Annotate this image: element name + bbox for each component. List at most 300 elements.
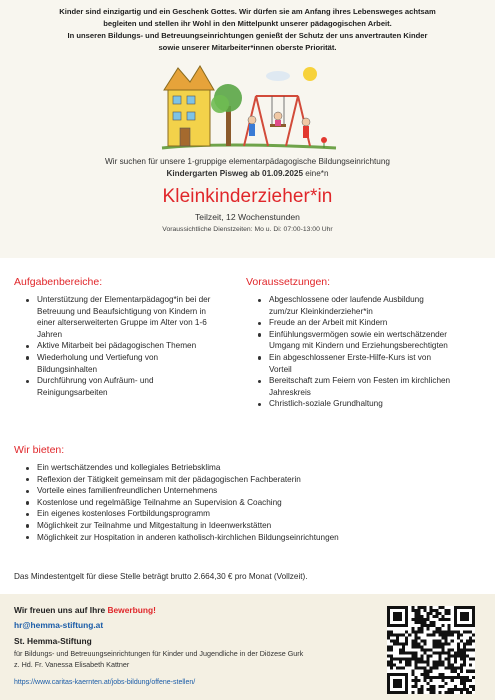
- qr-module: [442, 630, 445, 633]
- intro-line: In unseren Bildungs- und Betreuungseinrichtungen genießt der Schutz der uns anvertrauten Kinder: [67, 31, 428, 40]
- qr-module: [442, 615, 445, 618]
- qr-module: [445, 609, 448, 612]
- qr-module: [448, 655, 451, 658]
- qr-module: [436, 612, 439, 615]
- qr-module: [436, 664, 439, 667]
- main-section: [0, 258, 495, 594]
- qr-module: [445, 676, 448, 679]
- qr-module: [411, 652, 414, 655]
- qr-module: [420, 685, 423, 688]
- qr-module: [448, 691, 451, 694]
- qr-module: [463, 664, 466, 667]
- qr-module: [454, 667, 457, 670]
- qr-module: [469, 639, 472, 642]
- qr-module: [445, 667, 448, 670]
- qr-module: [442, 652, 445, 655]
- qr-module: [429, 655, 432, 658]
- qr-module: [414, 652, 417, 655]
- qr-module: [442, 673, 445, 676]
- qr-module: [396, 633, 399, 636]
- qr-module: [472, 639, 475, 642]
- qr-module: [448, 648, 451, 651]
- qr-module: [423, 621, 426, 624]
- qr-module: [448, 661, 451, 664]
- requirements-list: [256, 294, 491, 410]
- qr-module: [454, 676, 457, 679]
- qr-module: [429, 679, 432, 682]
- qr-module: [469, 679, 472, 682]
- qr-module: [417, 627, 420, 630]
- job-time: Voraussichtliche Dienstzeiten: Mo u. Di: 07:00-13:00 Uhr: [162, 226, 333, 233]
- qr-module: [460, 688, 463, 691]
- qr-module: [457, 688, 460, 691]
- header-section: [0, 0, 495, 258]
- qr-module: [442, 633, 445, 636]
- qr-module: [417, 618, 420, 621]
- qr-module: [426, 688, 429, 691]
- qr-module: [451, 639, 454, 642]
- qr-module: [445, 642, 448, 645]
- qr-module: [420, 624, 423, 627]
- qr-module: [457, 655, 460, 658]
- qr-module: [439, 633, 442, 636]
- qr-module: [442, 606, 445, 609]
- list-item: Einfühlungsvermögen sowie ein wertschätzender Umgang mit Kindern und Erziehungsberechtigten: [256, 329, 491, 352]
- qr-module: [445, 630, 448, 633]
- qr-module: [420, 655, 423, 658]
- qr-module: [390, 633, 393, 636]
- qr-module: [390, 639, 393, 642]
- qr-module: [411, 630, 414, 633]
- qr-module: [417, 645, 420, 648]
- qr-module: [390, 645, 393, 648]
- qr-module: [460, 648, 463, 651]
- qr-module: [414, 682, 417, 685]
- qr-module: [433, 609, 436, 612]
- list-item: Freude an der Arbeit mit Kindern: [256, 317, 491, 329]
- qr-module: [402, 658, 405, 661]
- qr-module: [387, 661, 390, 664]
- qr-module: [433, 630, 436, 633]
- tasks-heading: Aufgabenbereiche:: [14, 276, 103, 288]
- qr-module: [460, 655, 463, 658]
- qr-module: [423, 670, 426, 673]
- qr-module: [414, 612, 417, 615]
- qr-module: [463, 630, 466, 633]
- qr-module: [429, 685, 432, 688]
- qr-module: [439, 627, 442, 630]
- qr-module: [405, 630, 408, 633]
- intro-text: [18, 6, 477, 54]
- qr-module: [411, 691, 414, 694]
- qr-module: [469, 670, 472, 673]
- list-item: Ein eigenes kostenloses Fortbildungsprogramm: [24, 508, 484, 520]
- list-item: Kostenlose und regelmäßige Teilnahme an Supervision & Coaching: [24, 497, 484, 509]
- qr-module: [426, 673, 429, 676]
- qr-module: [472, 633, 475, 636]
- qr-module: [439, 652, 442, 655]
- qr-module: [420, 645, 423, 648]
- qr-module: [429, 621, 432, 624]
- qr-module: [423, 673, 426, 676]
- qr-module: [457, 676, 460, 679]
- qr-module: [420, 658, 423, 661]
- qr-module: [457, 667, 460, 670]
- qr-module: [411, 639, 414, 642]
- qr-module: [399, 658, 402, 661]
- qr-module: [445, 618, 448, 621]
- qr-module: [393, 664, 396, 667]
- qr-module: [448, 688, 451, 691]
- qr-module: [439, 664, 442, 667]
- qr-module: [420, 639, 423, 642]
- qr-module: [436, 642, 439, 645]
- qr-module: [399, 648, 402, 651]
- org-name: St. Hemma-Stiftung: [14, 636, 92, 646]
- qr-module: [423, 609, 426, 612]
- qr-module: [423, 679, 426, 682]
- qr-module: [466, 639, 469, 642]
- qr-finder: [460, 612, 469, 621]
- qr-module: [463, 652, 466, 655]
- lead-line-2: [0, 168, 495, 180]
- qr-module: [420, 630, 423, 633]
- qr-module: [433, 621, 436, 624]
- qr-module: [448, 612, 451, 615]
- qr-module: [442, 645, 445, 648]
- qr-module: [448, 652, 451, 655]
- qr-module: [408, 661, 411, 664]
- qr-module: [448, 630, 451, 633]
- job-hours: Teilzeit, 12 Wochenstunden: [195, 212, 300, 222]
- qr-module: [436, 630, 439, 633]
- qr-module: [426, 624, 429, 627]
- list-item: Möglichkeit zur Teilnahme und Mitgestaltung in Ideenwerkstätten: [24, 520, 484, 532]
- offer-list: [24, 462, 484, 543]
- qr-module: [414, 618, 417, 621]
- qr-module: [466, 679, 469, 682]
- salary-text: Das Mindestentgelt für diese Stelle beträgt brutto 2.664,30 € pro Monat (Vollzeit).: [14, 572, 308, 581]
- qr-module: [442, 624, 445, 627]
- qr-module: [411, 645, 414, 648]
- qr-module: [399, 652, 402, 655]
- qr-module: [451, 655, 454, 658]
- qr-module: [402, 667, 405, 670]
- qr-module: [396, 667, 399, 670]
- qr-module: [411, 618, 414, 621]
- qr-module: [405, 658, 408, 661]
- qr-module: [402, 652, 405, 655]
- qr-module: [417, 630, 420, 633]
- tasks-list: [24, 294, 254, 398]
- qr-module: [433, 642, 436, 645]
- qr-module: [448, 618, 451, 621]
- qr-module: [390, 648, 393, 651]
- qr-module: [445, 639, 448, 642]
- qr-module: [466, 691, 469, 694]
- qr-module: [445, 636, 448, 639]
- contact-greeting: Wir freuen uns auf Ihre Bewerbung!: [14, 605, 156, 615]
- qr-module: [414, 621, 417, 624]
- qr-module: [442, 648, 445, 651]
- qr-module: [402, 648, 405, 651]
- qr-module: [439, 658, 442, 661]
- intro-line: Kinder sind einzigartig und ein Geschenk Gottes. Wir dürfen sie am Anfang ihres Lebensweges achtsam: [59, 7, 436, 16]
- jobs-url-link[interactable]: https://www.caritas-kaernten.at/jobs-bildung/offene-stellen/: [14, 679, 196, 686]
- job-title: Kleinkinderzieher*in: [162, 186, 333, 207]
- qr-module: [423, 676, 426, 679]
- qr-module: [405, 661, 408, 664]
- qr-module: [423, 667, 426, 670]
- intro-line: begleiten und stellen ihr Wohl in den Mittelpunkt unserer pädagogischen Arbeit.: [103, 19, 392, 28]
- lead-line: Wir suchen für unsere 1-gruppige elementarpädagogische Bildungseinrichtung: [105, 157, 390, 166]
- qr-module: [423, 661, 426, 664]
- qr-module: [420, 691, 423, 694]
- qr-module: [463, 688, 466, 691]
- qr-module: [423, 648, 426, 651]
- qr-module: [454, 655, 457, 658]
- qr-module: [433, 667, 436, 670]
- qr-module: [417, 642, 420, 645]
- qr-module: [472, 658, 475, 661]
- qr-module: [426, 612, 429, 615]
- qr-module: [429, 676, 432, 679]
- qr-module: [457, 673, 460, 676]
- qr-module: [469, 658, 472, 661]
- qr-module: [442, 636, 445, 639]
- qr-module: [423, 652, 426, 655]
- qr-module: [466, 630, 469, 633]
- qr-module: [426, 676, 429, 679]
- qr-module: [454, 652, 457, 655]
- qr-module: [445, 612, 448, 615]
- qr-module: [426, 615, 429, 618]
- qr-module: [414, 633, 417, 636]
- qr-module: [417, 667, 420, 670]
- list-item: Abgeschlossene oder laufende Ausbildung zum/zur Kleinkinderzieher*in: [256, 294, 491, 317]
- qr-module: [439, 645, 442, 648]
- qr-module: [387, 636, 390, 639]
- qr-module: [442, 664, 445, 667]
- qr-module: [414, 630, 417, 633]
- list-item: Vorteile eines familienfreundlichen Unternehmens: [24, 485, 484, 497]
- qr-module: [387, 655, 390, 658]
- qr-module: [411, 609, 414, 612]
- list-item: Aktive Mitarbeit bei pädagogischen Themen: [24, 340, 254, 352]
- qr-module: [436, 615, 439, 618]
- qr-module: [460, 682, 463, 685]
- qr-module: [457, 645, 460, 648]
- qr-module: [408, 633, 411, 636]
- qr-module: [423, 618, 426, 621]
- qr-module: [460, 652, 463, 655]
- qr-module: [439, 661, 442, 664]
- qr-module: [454, 670, 457, 673]
- qr-module: [417, 612, 420, 615]
- qr-module: [433, 615, 436, 618]
- qr-module: [429, 648, 432, 651]
- qr-module: [445, 633, 448, 636]
- qr-module: [426, 633, 429, 636]
- qr-module: [448, 676, 451, 679]
- list-item: Unterstützung der Elementarpädagog*in bei der Betreuung und Beaufsichtigung von Kindern in einer alterserweiterten Gruppe im Alter von 1-6 Jahren: [24, 294, 254, 340]
- qr-module: [426, 627, 429, 630]
- qr-module: [463, 642, 466, 645]
- qr-module: [429, 691, 432, 694]
- qr-module: [411, 627, 414, 630]
- qr-module: [429, 633, 432, 636]
- qr-module: [463, 685, 466, 688]
- qr-module: [420, 648, 423, 651]
- qr-module: [417, 679, 420, 682]
- qr-module: [405, 642, 408, 645]
- qr-module: [390, 658, 393, 661]
- qr-module: [451, 648, 454, 651]
- qr-module: [457, 648, 460, 651]
- qr-module: [454, 661, 457, 664]
- qr-module: [408, 652, 411, 655]
- qr-module: [411, 606, 414, 609]
- qr-module: [414, 609, 417, 612]
- list-item: Ein abgeschlossener Erste-Hilfe-Kurs ist von Vorteil: [256, 352, 491, 375]
- qr-module: [433, 624, 436, 627]
- qr-module: [414, 676, 417, 679]
- qr-module: [426, 658, 429, 661]
- qr-module: [414, 655, 417, 658]
- qr-module: [387, 633, 390, 636]
- qr-module: [463, 682, 466, 685]
- qr-module: [411, 658, 414, 661]
- qr-module: [442, 679, 445, 682]
- qr-module: [451, 633, 454, 636]
- qr-module: [445, 658, 448, 661]
- list-item: Durchführung von Aufräum- und Reinigungsarbeiten: [24, 375, 254, 398]
- qr-module: [448, 624, 451, 627]
- offer-heading: Wir bieten:: [14, 444, 65, 456]
- qr-module: [423, 639, 426, 642]
- qr-module: [426, 648, 429, 651]
- qr-module: [442, 618, 445, 621]
- qr-module: [466, 670, 469, 673]
- qr-module: [442, 642, 445, 645]
- qr-module: [469, 685, 472, 688]
- qr-module: [469, 636, 472, 639]
- qr-module: [460, 679, 463, 682]
- qr-module: [387, 648, 390, 651]
- qr-module: [451, 667, 454, 670]
- qr-module: [439, 673, 442, 676]
- qr-module: [420, 673, 423, 676]
- qr-module: [429, 667, 432, 670]
- qr-module: [405, 664, 408, 667]
- qr-module: [417, 609, 420, 612]
- qr-module: [433, 652, 436, 655]
- qr-module: [472, 676, 475, 679]
- qr-module: [436, 667, 439, 670]
- qr-module: [420, 667, 423, 670]
- qr-module: [387, 645, 390, 648]
- qr-module: [466, 648, 469, 651]
- qr-module: [429, 624, 432, 627]
- qr-module: [402, 645, 405, 648]
- qr-module: [466, 642, 469, 645]
- qr-module: [439, 618, 442, 621]
- qr-finder: [393, 679, 402, 688]
- qr-module: [436, 609, 439, 612]
- qr-module: [448, 627, 451, 630]
- qr-module: [442, 685, 445, 688]
- qr-module: [405, 652, 408, 655]
- qr-module: [472, 670, 475, 673]
- qr-module: [433, 685, 436, 688]
- qr-module: [445, 652, 448, 655]
- qr-module: [448, 664, 451, 667]
- requirements-heading: Voraussetzungen:: [246, 276, 331, 288]
- qr-module: [417, 688, 420, 691]
- intro-line: sowie unserer Mitarbeiter*innen oberste Priorität.: [158, 43, 337, 52]
- qr-code[interactable]: [387, 606, 475, 694]
- qr-module: [445, 691, 448, 694]
- qr-module: [460, 639, 463, 642]
- qr-module: [399, 633, 402, 636]
- qr-module: [423, 642, 426, 645]
- qr-module: [439, 639, 442, 642]
- qr-module: [451, 630, 454, 633]
- qr-module: [420, 621, 423, 624]
- qr-module: [420, 606, 423, 609]
- qr-module: [417, 661, 420, 664]
- lead-text: [0, 156, 495, 180]
- list-item: Reflexion der Tätigkeit gemeinsam mit der pädagogischen Fachberaterin: [24, 474, 484, 486]
- qr-module: [423, 606, 426, 609]
- lead-suffix: eine*n: [303, 169, 329, 178]
- qr-module: [439, 655, 442, 658]
- qr-module: [448, 667, 451, 670]
- qr-module: [469, 642, 472, 645]
- qr-module: [414, 636, 417, 639]
- qr-module: [448, 633, 451, 636]
- qr-module: [451, 679, 454, 682]
- qr-module: [472, 648, 475, 651]
- list-item: Christlich-soziale Grundhaltung: [256, 398, 491, 410]
- qr-module: [436, 627, 439, 630]
- qr-module: [414, 658, 417, 661]
- attention-line: z. Hd. Fr. Vanessa Elisabeth Kattner: [14, 660, 130, 669]
- qr-module: [463, 679, 466, 682]
- qr-module: [439, 630, 442, 633]
- qr-module: [426, 655, 429, 658]
- qr-module: [445, 682, 448, 685]
- qr-module: [466, 688, 469, 691]
- qr-module: [414, 639, 417, 642]
- qr-module: [414, 685, 417, 688]
- qr-module: [433, 664, 436, 667]
- qr-module: [393, 642, 396, 645]
- qr-module: [390, 630, 393, 633]
- qr-module: [436, 645, 439, 648]
- qr-module: [426, 664, 429, 667]
- qr-module: [472, 685, 475, 688]
- qr-module: [472, 688, 475, 691]
- qr-module: [433, 661, 436, 664]
- qr-module: [463, 655, 466, 658]
- qr-module: [439, 676, 442, 679]
- email-link[interactable]: hr@hemma-stiftung.at: [14, 620, 104, 630]
- qr-module: [469, 691, 472, 694]
- list-item: Ein wertschätzendes und kollegiales Betriebsklima: [24, 462, 484, 474]
- qr-module: [387, 630, 390, 633]
- qr-module: [460, 633, 463, 636]
